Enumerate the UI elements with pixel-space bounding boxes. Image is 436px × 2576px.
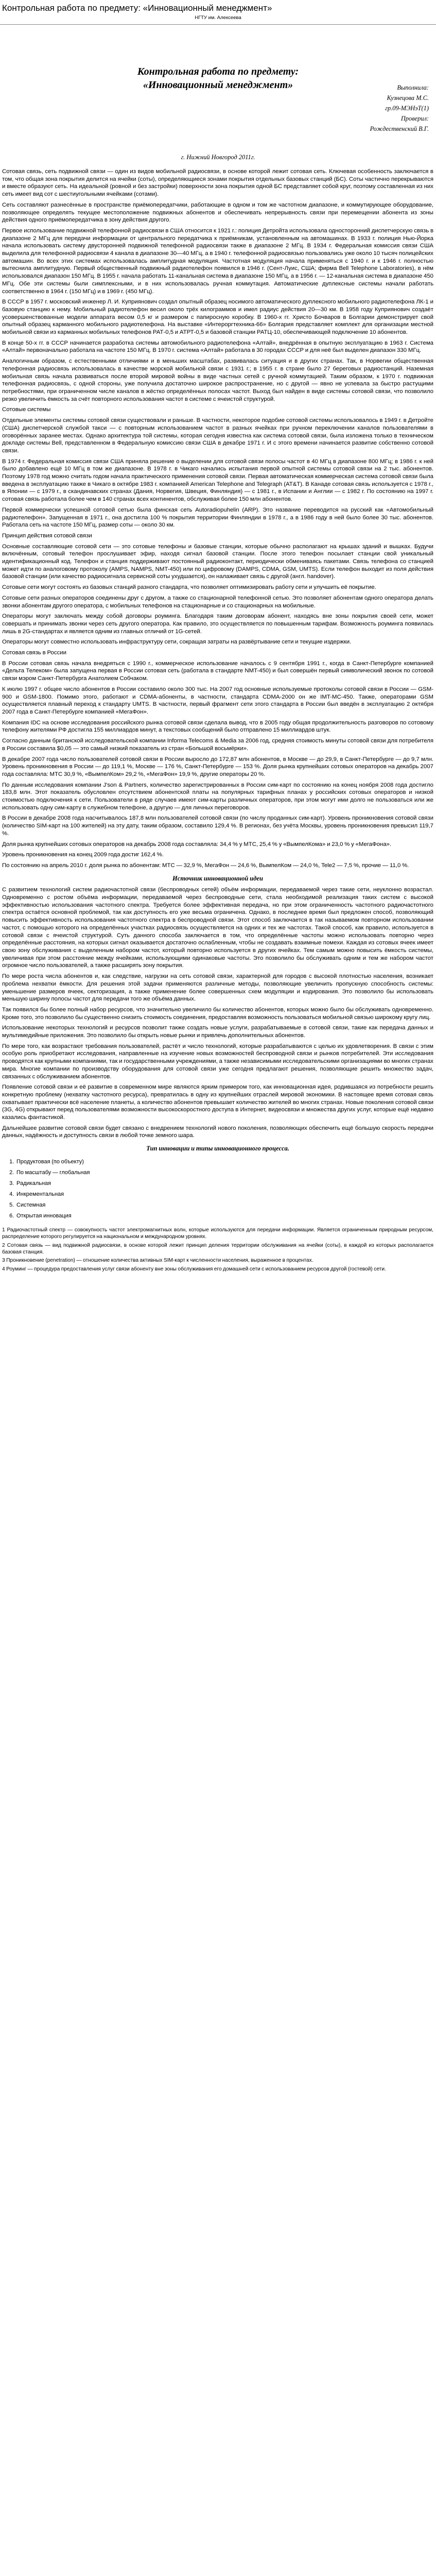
footnote: 2 Сотовая связь — вид подвижной радиосвязи, в основе которой лежит принцип деления территории обслуживания на ячейки (соты), в каждой из которых располагается базовая станция. — [2, 1242, 433, 1256]
footnote: 1 Радиочастотный спектр — совокупность частот электромагнитных волн, которые используются для передачи информации. Является ограниченным природным ресурсом, распределение которого регулируется на национальном и международном уровнях. — [2, 1227, 433, 1240]
list-item: 4. Инкрементальная — [15, 1189, 433, 1200]
paragraph: Компания IDC на основе исследования российского рынка сотовой связи сделала вывод, что в 2005 году общая продолжительность разговоров по сотовому телефону жителями РФ достигла 155 миллиардов минут, а текстовых сообщений было отправлено 15 миллиардов штук. — [2, 719, 433, 734]
paragraph: Сотовые сети могут состоять из базовых станций разного стандарта, что позволяет оптимизировать работу сети и улучшить её покрытие. — [2, 584, 376, 591]
paragraph: Доля рынка крупнейших сотовых операторов на декабрь 2008 года составляла: 34,4 % у МТС, 25,4 % у «ВымпелКома» и 23,0 % у «МегаФона». — [2, 841, 392, 848]
section-source — [2, 886, 433, 1140]
paragraph: Первое использование подвижной телефонной радиосвязи в США относится к 1921 г.: полиция Детройта использовала односторонний диспетчерскую связь в диапазоне 2 МГц для передачи информации от центрального передатчика к приёмникам, установленным на автомашинах. В 1933 г. полиция Нью-Йорка начала использовать систему двусторонней подвижной телефонной радиосвязи также в диапазоне 2 МГц. В 1934 г. Федеральная комиссия связи США выделила для телефонной радиосвязи 4 канала в диапазоне 30—40 МГц, а в 1940 г. телефонной радиосвязью пользовались уже около 10 тысяч полицейских автомашин. Во всех этих системах использовалась амплитудная модуляция. Частотная модуляция начала применяться с 1940 г. и к 1946 г. полностью вытеснила амплитудную. Первый общественный подвижный радиотелефон появился в 1946 г. (Сент-Луис, США; фирма Bell Telephone Laboratories), в нём использовался диапазон 150 МГц. В 1955 г. начала работать 11-канальная система в диапазоне 150 МГц, а в 1956 г. — 12-канальная система в диапазоне 450 МГц. Обе эти системы были симплексными, и в них использовалась ручная коммутация. Автоматические дуплексные системы начали работать соответственно в 1964 г. (150 МГц) и в 1969 г. (450 МГц). — [2, 227, 433, 295]
paragraph: Сеть составляют разнесённые в пространстве приёмопередатчики, работающие в одном и том же частотном диапазоне, и коммутирующее оборудование, позволяющее определять текущее местоположение подвижных абонентов и обеспечивать непрерывность связи при перемещении абонента из зоны действия одного приёмопередатчика в зону действия другого. — [2, 201, 433, 224]
paragraph: В 1974 г. Федеральная комиссия связи США приняла решение о выделении для сотовой связи полосы частот в 40 МГц в диапазоне 800 МГц; в 1986 г. к ней было добавлено ещё 10 МГц в том же диапазоне. В 1978 г. в Чикаго начались испытания первой опытной системы сотовой связи на 2 тыс. абонентов. Поэтому 1978 год можно считать годом начала практического применения сотовой связи. Первая автоматическая коммерческая система сотовой связи была введена в эксплуатацию также в Чикаго в октябре 1983 г. компанией American Telephone and Telegraph (AT&T). В Канаде сотовая связь используется с 1978 г., в Японии — с 1979 г., в скандинавских странах (Дания, Норвегия, Швеция, Финляндия) — с 1981 г., в Испании и Англии — с 1982 г. По состоянию на 1997 г. сотовая связь работала более чем в 140 странах всех континентов, обслуживая более 150 млн абонентов. — [2, 458, 433, 503]
list-item: 2. По масштабу — глобальная — [15, 1167, 433, 1178]
paragraph: В декабре 2007 года число пользователей сотовой связи в России выросло до 172,87 млн абонентов, в Москве — до 29,9, в Санкт-Петербурге — до 9,7 млн. Уровень проникновения в России — до 119,1 %, Москве — 176 %, Санкт-Петербурге — 153 %. Доля рынка крупнейших сотовых операторов на декабрь 2007 года составляла: МТС 30,9 %, «ВымпелКом» 29,2 %, «МегаФон» 19,9 %, другие операторы 20 %. — [2, 756, 433, 777]
document-title-line2: «Инновационный менеджмент» — [143, 79, 293, 91]
paragraph: По мере того, как возрастают требования пользователей, растёт и число технологий, которые разрабатываются с целью их удовлетворения. В связи с этим особую роль приобретают исследования, направленные на изучение новых возможностей беспроводной связи и рынков потребителей. Эти исследования проводятся как крупными компаниями, так и государственными учреждениями, а также независимыми исследовательскими организациями во многих странах мира. Многие компании по производству оборудования для сотовой связи уже сегодня предлагают решения, позволяющие решить множество задач, связанных с обслуживанием абонентов. — [2, 1043, 433, 1080]
list-item: 1. Продуктовая (по объекту) — [15, 1157, 433, 1167]
footnotes — [2, 1227, 433, 1273]
paragraph: Использование некоторых технологий и ресурсов позволит также создать новые услуги, разрабатываемые в сотовой связи, такие как передача данных и мультимедийные приложения. Это позволило бы открыть новые рынки и привлечь дополнительных абонентов. — [2, 1025, 433, 1039]
paragraph: К июлю 1997 г. общее число абонентов в России составило около 300 тыс. На 2007 год основные используемые протоколы сотовой связи в России — GSM-900 и GSM-1800. Помимо этого, работают и CDMA-абоненты, в частности, стандарта CDMA-2000 он же IMT-MC-450. Также, операторами GSM осуществляется плавный переход к стандарту UMTS. В частности, первый фрагмент сети этого стандарта в России был введён в эксплуатацию 2 октября 2007 года в Санкт-Петербурге компанией «МегаФон». — [2, 686, 433, 715]
footnote: 4 Роуминг — процедура предоставления услуг связи абоненту вне зоны обслуживания его домашней сети с использованием ресурсов другой (гостевой) сети. — [2, 1266, 386, 1272]
paragraph: Первой коммерчески успешной сотовой сетью была финская сеть Autoradiopuhelin (ARP). Это название переводится на русский как «Автомобильный радиотелефон». Запущенная в 1971 г., она достигла 100 % покрытия территории Финляндии в 1978 г., а в 1986 году в ней было более 30 тыс. абонентов. Работала сеть на частоте 150 МГц, размер соты — около 30 км. — [2, 506, 433, 529]
paragraph: Основные составляющие сотовой сети — это сотовые телефоны и базовые станции, которые обычно располагают на крышах зданий и вышках. Будучи включённым, сотовый телефон прослушивает эфир, находя сигнал базовой станции. После этого телефон посылает станции свой уникальный идентификационный код. Телефон и станция поддерживают постоянный радиоконтакт, периодически обмениваясь пакетами. Связь телефона со станцией может идти по аналоговому протоколу (AMPS, NAMPS, NMT-450) или по цифровому (DAMPS, CDMA, GSM, UMTS). Если телефон выходит из поля действия базовой станции (или качество радиосигнала сервисной соты ухудшается), он налаживает связь с другой (англ. handover). — [2, 543, 433, 580]
header-divider — [0, 24, 436, 25]
paragraph: В конце 50-х гг. в СССР начинается разработка системы автомобильного радиотелефона «Алтай», внедрённая в опытную эксплуатацию в 1963 г. Система «Алтай» первоначально работала на частоте 150 МГц. В 1970 г. система «Алтай» работала в 30 городах СССР и для неё был выделен диапазон 330 МГц. — [2, 340, 433, 354]
city-year: г. Нижний Новгород 2011г. — [181, 154, 255, 161]
paragraph: Операторы могут совместно использовать инфраструктуру сети, сокращая затраты на развёртывание сети и текущие издержки. — [2, 639, 352, 646]
footnote: 3 Проникновение (penetration) — отношение количества активных SIM-карт к численности населения, выраженное в процентах. — [2, 1258, 313, 1264]
section3-heading: Тип инновации и типы инновационного процесса. — [146, 1145, 289, 1153]
paragraph: Так появился бы более полный набор ресурсов, что значительно увеличило бы количество абонентов, которых можно было бы обслуживать одновременно. Кроме того, это позволило бы существенно снизить стоимость соединения, предоставляя возможность пользоваться мобильной связью широкому кругу лиц. — [2, 1006, 433, 1021]
document-body — [2, 168, 433, 1274]
paragraph: В СССР в 1957 г. московский инженер Л. И. Куприянович создал опытный образец носимого автоматического дуплексного мобильного радиотелефона ЛК-1 и базовую станцию к нему. Мобильный радиотелефон весил около трёх килограммов и имел радиус действия 20—30 км. В 1958 году Куприянович создаёт усовершенствованные модели аппарата весом 0,5 кг и размером с папиросную коробку. В 1960-х гг. Христо Бочваров в Болгарии демонстрирует свой опытный образец карманного мобильного радиотелефона. На выставке «Интероргтехника-66» Болгария представляет комплект для организации местной мобильной связи из карманных мобильных телефонов РАТ-0,5 и АТРТ-0,5 и базовой станции РАТЦ-10, обеспечивающей подключение 10 абонентов. — [2, 299, 433, 336]
paragraph: Сотовая связь, сеть подвижной связи — один из видов мобильной радиосвязи, в основе которой лежит сотовая сеть. Ключевая особенность заключается в том, что общая зона покрытия делится на ячейки (соты), определяющиеся зонами покрытия отдельных базовых станций (БС). Соты частично перекрываются и вместе образуют сеть. На идеальной (ровной и без застройки) поверхности зона покрытия одной БС представляет собой круг, поэтому составленная из них сеть имеет вид сот с шестиугольными ячейками (сотами). — [2, 168, 433, 198]
paragraph: Отдельные элементы системы сотовой связи существовали и раньше. В частности, некоторое подобие сотовой системы использовалось в 1949 г. в Детройте (США) диспетчерской службой такси — с повторным использованием частот в разных ячейках при ручном переключении каналов пользователями в оговорённых заранее местах. Однако архитектура той системы, которая сегодня известна как система сотовой связи, была изложена только в техническом докладе системы Bell, представленном в Федеральную комиссию связи США в декабре 1971 г. И с этого времени начинается развитие собственно сотовой связи. — [2, 417, 433, 454]
section-intro — [2, 168, 433, 870]
meta-line: Проверил: — [400, 115, 429, 122]
paragraph: Согласно данным британской исследовательской компании Informa Telecoms & Media за 2006 год, средняя стоимость минуты сотовой связи для потребителя в России составила $0,05 — это самый низкий показатель из стран «Большой восьмёрки». — [2, 738, 433, 752]
section2-heading: Источник инновационной идеи — [172, 874, 264, 882]
paragraph: В России сотовая связь начала внедряться с 1990 г., коммерческое использование началось с 9 сентября 1991 г., когда в Санкт-Петербурге компанией «Дельта Телеком» была запущена первая в России сотовая сеть (работала в стандарте NMT-450) и был совершён первый символический звонок по сотовой связи мэром Санкт-Петербурга Анатолием Собчаком. — [2, 660, 433, 682]
list-item: 6. Открытая инновация — [15, 1211, 433, 1222]
innovation-type-list — [15, 1157, 433, 1222]
list-item: 5. Системная — [15, 1200, 433, 1211]
paragraph: По данным исследования компании J'son & Partners, количество зарегистрированных в России сим-карт по состоянию на конец ноября 2008 года достигло 183,8 млн. Этот показатель обусловлен отсутствием абонентской платы на популярных тарифных планах у российских сотовых операторов и низкой стоимостью подключения к сети. Пользователи в ряде случаев имеют сим-карты различных операторов, при этом могут ими долго не пользоваться или же использовать одну сим-карту в служебном телефоне, а другую — для личных переговоров. — [2, 782, 433, 811]
paragraph: Появление сотовой связи и её развитие в современном мире являются ярким примером того, как инновационная идея, родившаяся из потребности решить конкретную проблему (нехватку частотного ресурса), превратилась в одну из крупнейших отраслей мировой экономики. В настоящее время сотовая связь охватывает практически всё население планеты, а количество абонентов превышает количество жителей во многих странах. Новые поколения сотовой связи (3G, 4G) открывают перед пользователями возможности высокоскоростного доступа в Интернет, видеосвязи и множества других услуг, которые ещё недавно казались фантастикой. — [2, 1084, 433, 1121]
paragraph: По состоянию на апрель 2010 г. доля рынка по абонентам: МТС — 32,9 %, МегаФон — 24,6 %, ВымпелКом — 24,0 %, Tele2 — 7,5 %, прочие — 11,0 %. — [2, 862, 409, 869]
paragraph: Сотовая связь в России — [2, 650, 66, 656]
paragraph: Сотовые сети разных операторов соединены друг с другом, а также со стационарной телефонной сетью. Это позволяет абонентам одного оператора делать звонки абонентам другого оператора, с мобильных телефонов на стационарные и со стационарных на мобильные. — [2, 595, 433, 609]
meta-line: Рождественский В.Г. — [370, 125, 429, 132]
document-title-line1: Контрольная работа по предмету: — [137, 65, 299, 77]
meta-line: Выполнила: — [397, 84, 429, 91]
paragraph: Дальнейшее развитие сотовой связи будет связано с внедрением технологий нового поколения, позволяющих обеспечить ещё большую скорость передачи данных, надёжность и доступность связи в любой точке земного шара. — [2, 1125, 433, 1139]
page-header-title: Контрольная работа по предмету: «Инновационный менеджмент» — [2, 3, 272, 13]
organization: НГТУ им. Алексеева — [195, 15, 241, 21]
paragraph: В России в декабре 2008 года насчитывалось 187,8 млн пользователей сотовой связи (по числу проданных сим-карт). Уровень проникновения сотовой связи (количество SIM-карт на 100 жителей) на эту дату, таким образом, составило 129,4 %. В регионах, без учёта Москвы, уровень проникновения превысил 119,7 %. — [2, 815, 433, 837]
list-item: 3. Радикальная — [15, 1178, 433, 1189]
paragraph: Принцип действия сотовой связи — [2, 532, 92, 539]
author-meta — [370, 82, 429, 134]
paragraph: Уровень проникновения на конец 2009 года достиг 162,4 %. — [2, 852, 164, 858]
meta-line: гр.09-МЭНэТ(1) — [385, 105, 429, 112]
paragraph: Сотовые системы — [2, 406, 51, 413]
paragraph: С развитием технологий систем радиочастотной связи (беспроводных сетей) объём информации, передаваемой через такие сети, неуклонно возрастал. Одновременно с ростом объёма информации, передаваемой через беспроводные сети, стала необходимой реализация таких систем с высокой эффективностью использования частотного спектра. Требуется более эффективная передача, но при этом ограниченность частотного радиочастотного спектра остаётся основной проблемой, так как доступность его уже весьма ограничена. Однако, в последнее время был предложен способ, позволяющий повысить эффективность использования частотного спектра в беспроводной связи. Этот способ заключается в так называемом повторном использовании частот, с помощью которого на определённых участках радиосвязь осуществляется на одних и тех же частотах. Такой способ, как правило, используется в сотовой связи с ячеистой структурой. Суть данного способа заключается в том, что определённые частоты можно использовать повторно через определённые расстояния, на которых сигнал оказывается достаточно ослабленным, чтобы не создавать взаимные помехи. Каждая из сотовых ячеек имеет свою зону обслуживания с выделенным набором частот, который повторно используется в других ячейках. Тем самым можно повысить ёмкость системы, увеличивая при этом расстояние между ячейками, использующими одинаковые частоты. Это позволило бы обслуживать одним и тем же набором частот огромное число пользователей, а также расширять зону покрытия. — [2, 887, 433, 969]
meta-line: Кузнецова М.С. — [387, 94, 429, 101]
paragraph: Аналогичным образом, с естественными отличиями и в меньших масштабах, развивалась ситуация и в других странах. Так, в Норвегии общественная телефонная радиосвязь использовалась в качестве морской мобильной связи с 1931 г.; в 1955 г. в стране было 27 береговых радиостанций. Наземная мобильная связь начала развиваться после второй мировой войны в виде частных сетей с ручной коммутацией. Таким образом, к 1970 г. подвижная телефонная радиосвязь, с одной стороны, уже получила достаточно широкое распространение, но с другой — явно не успевала за быстро растущими потребностями, при ограниченном числе каналов в жёстко определённых полосах частот. Выход был найден в виде системы сотовой связи, что позволило резко увеличить ёмкость за счёт повторного использования частот в системе с ячеистой структурой. — [2, 358, 433, 402]
paragraph: Операторы могут заключать между собой договоры роуминга. Благодаря таким договорам абонент, находясь вне зоны покрытия своей сети, может совершать и принимать звонки через сеть другого оператора. Как правило, это осуществляется по повышенным тарифам. Возможность роуминга появилась лишь в 2G-стандартах и является одним из главных отличий от 1G-сетей. — [2, 613, 433, 635]
paragraph: По мере роста числа абонентов и, как следствие, нагрузки на сеть сотовой связи, характерной для городов с высокой плотностью населения, возникает проблема нехватки ёмкости. Для решения этой задачи применяются различные методы, позволяющие увеличить пропускную способность системы: уменьшение размеров ячеек, секторизация, а также применение более совершенных схем модуляции и кодирования. Это позволило бы использовать меньшую ширину полосы частот для передачи того же объёма данных. — [2, 973, 433, 1003]
